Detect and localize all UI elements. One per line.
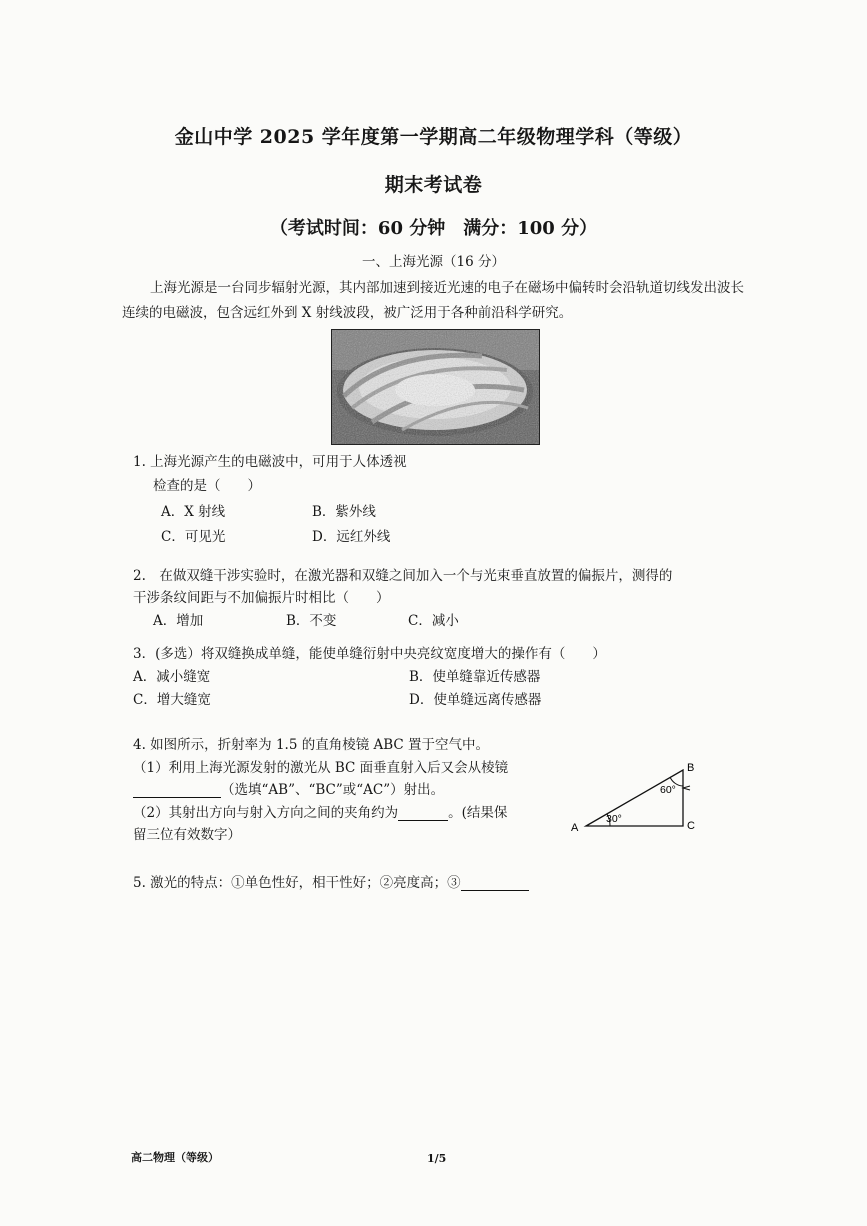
prism-diagram — [566, 756, 706, 842]
q2-option-c: C．减小 — [408, 613, 459, 629]
angle-b-label: 60° — [660, 784, 676, 796]
q5-answer-blank[interactable] — [461, 876, 529, 891]
exam-info: （考试时间：60 分钟 满分：100 分） — [269, 218, 598, 239]
label-a: A — [571, 822, 579, 834]
q2-stem-line1: 2. 在做双缝干涉实验时，在激光器和双缝之间加入一个与光束垂直放置的偏振片，测得的 — [133, 568, 673, 584]
label-c: C — [687, 820, 695, 832]
q1-option-c: C．可见光 — [161, 529, 226, 545]
q1-option-d: D．远红外线 — [312, 529, 391, 545]
prism-triangle — [586, 770, 683, 826]
section-intro: 上海光源是一台同步辐射光源，其内部加速到接近光速的电子在磁场中偏转时会沿轨道切线发出波长连续的电磁波，包含远红外到 X 射线波段，被广泛用于各种前沿科学研究。 — [122, 280, 744, 321]
q4-part1-line2-row — [133, 778, 444, 798]
q4-part2-line1: （2）其射出方向与射入方向之间的夹角约为 — [133, 805, 399, 821]
q2-option-b: B．不变 — [286, 613, 337, 629]
q2-option-a: A．增加 — [153, 613, 204, 629]
q4-stem: 4. 如图所示，折射率为 1.5 的直角棱镜 ABC 置于空气中。 — [133, 737, 490, 753]
exam-subtitle: 期末考试卷 — [384, 174, 483, 196]
footer-subject: 高二物理（等级） — [131, 1151, 219, 1164]
q3-option-d: D．使单缝远离传感器 — [409, 692, 542, 708]
exam-title: 金山中学 2025 学年度第一学期高二年级物理学科（等级） — [174, 126, 693, 148]
q4-part1-line1: （1）利用上海光源发射的激光从 BC 面垂直射入后又会从棱镜 — [133, 760, 509, 776]
q1-stem-line2: 检查的是（ ） — [153, 478, 261, 494]
q3-option-c: C．增大缝宽 — [133, 692, 211, 708]
q5-stem: 5. 激光的特点：①单色性好，相干性好；②亮度高；③ — [133, 875, 461, 891]
label-b: B — [687, 762, 695, 774]
incident-ray-arrow — [683, 786, 690, 790]
page-number: 1/5 — [427, 1152, 447, 1165]
q4-part2-answer-blank[interactable] — [398, 806, 448, 821]
facility-photo — [331, 329, 540, 445]
q4-part2-line1-row — [133, 801, 507, 821]
q1-stem-line1: 1. 上海光源产生的电磁波中，可用于人体透视 — [133, 454, 407, 470]
q2-stem-line2: 干涉条纹间距与不加偏振片时相比（ ） — [133, 590, 390, 606]
angle-a-label: 30° — [606, 813, 622, 825]
q1-option-b: B．紫外线 — [312, 504, 376, 520]
section-heading: 一、上海光源（16 分） — [362, 254, 505, 270]
q5-row — [133, 871, 529, 891]
q4-part2-line2: 留三位有效数字） — [133, 827, 241, 843]
q4-part1-line2: （选填“AB”、“BC”或“AC”）射出。 — [221, 782, 445, 798]
q3-option-a: A．减小缝宽 — [133, 669, 211, 685]
q3-option-b: B．使单缝靠近传感器 — [409, 669, 541, 685]
q3-stem: 3．(多选）将双缝换成单缝，能使单缝衍射中央亮纹宽度增大的操作有（ ） — [133, 646, 606, 662]
q1-option-a: A．X 射线 — [161, 504, 226, 520]
q4-part1-answer-blank[interactable] — [133, 783, 221, 798]
q4-part2-line1-end: 。(结果保 — [448, 805, 508, 821]
ssrf-aerial-image — [332, 330, 539, 444]
